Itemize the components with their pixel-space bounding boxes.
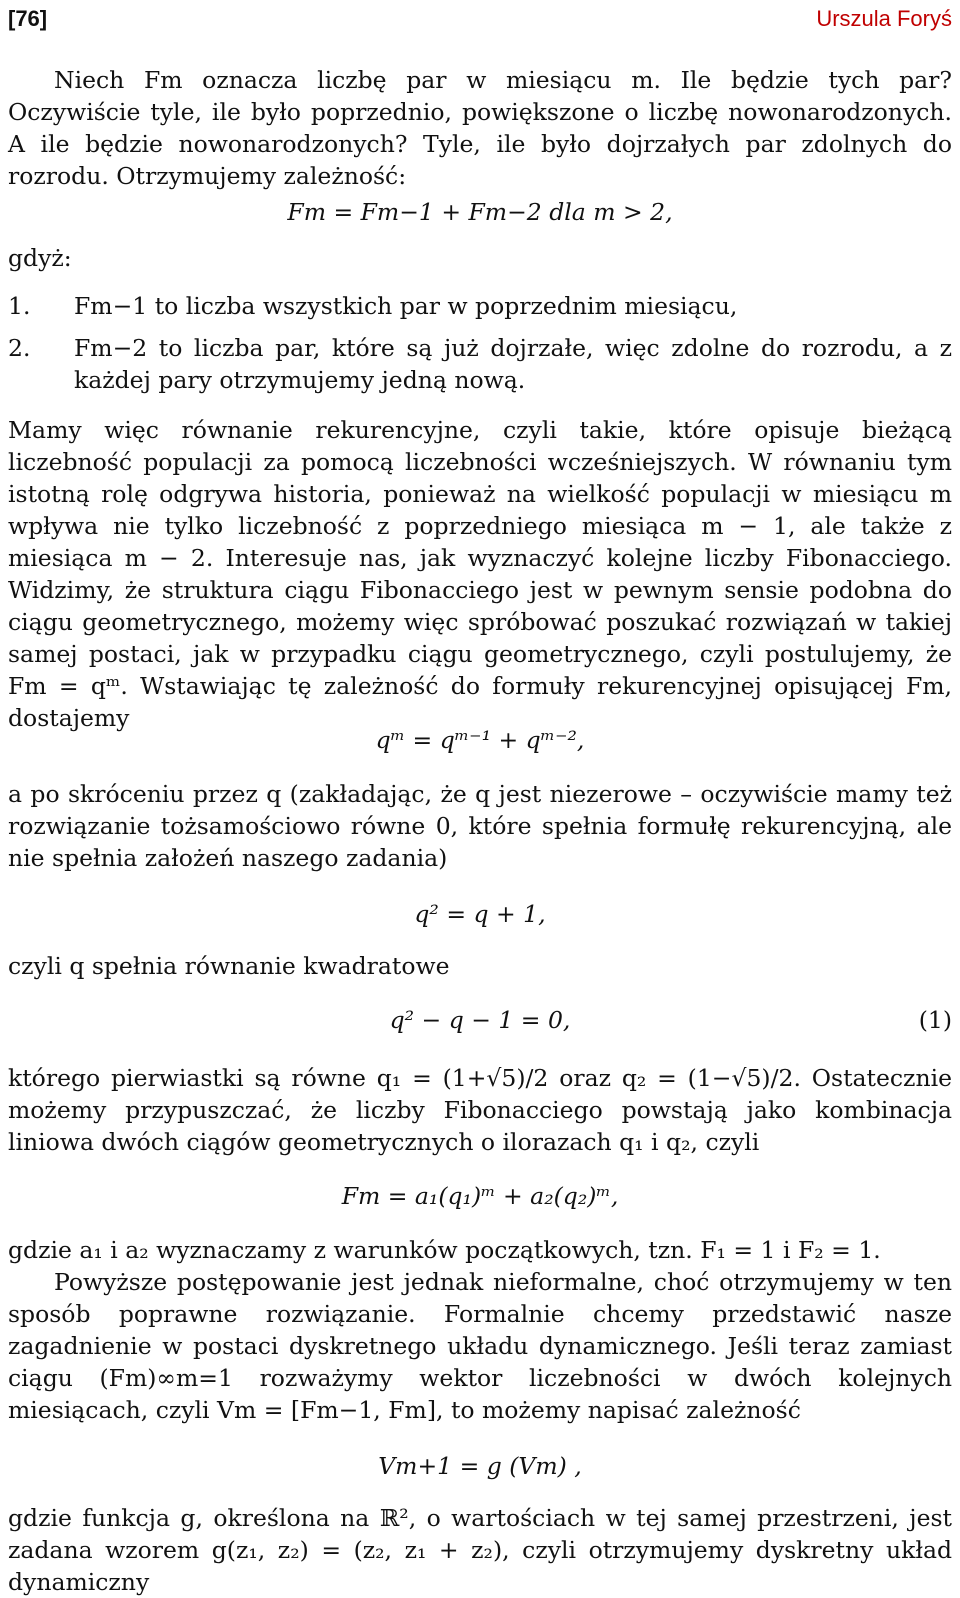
- paragraph-roots: którego pierwiastki są równe q₁ = (1+√5)/2 oraz q₂ = (1−√5)/2. Ostatecznie możemy przypuszczać, że liczby Fibonacciego powstają jako kombinacja liniowa dwóch ciągów geometrycznych o ilorazach q₁ i q₂, czyli: [8, 1064, 952, 1156]
- equation-dynamical: Vm+1 = g (Vm) ,: [378, 1452, 582, 1480]
- paragraph-reduction: a po skróceniu przez q (zakładając, że q jest niezerowe – oczywiście mamy też rozwiązanie tożsamościowo równe 0, które spełnia formułę rekurencyjną, ale nie spełnia założeń naszego zadania): [8, 780, 952, 872]
- page-number: [76]: [8, 6, 48, 31]
- equation-solution: Fm = a₁(q₁)ᵐ + a₂(q₂)ᵐ,: [341, 1182, 619, 1210]
- equation-recurrence: Fm = Fm−1 + Fm−2 dla m > 2,: [287, 198, 673, 226]
- list-item-number: 1.: [8, 292, 31, 320]
- label-gdyz: gdyż:: [8, 244, 72, 272]
- list-item-text: Fm−2 to liczba par, które są już dojrzałe, więc zdolne do rozrodu, a z każdej pary otrzymujemy jedną nową.: [74, 334, 952, 394]
- paragraph-function-g: gdzie funkcja g, określona na ℝ², o wartościach w tej samej przestrzeni, jest zadana wzorem g(z₁, z₂) = (z₂, z₁ + z₂), czyli otrzymujemy dyskretny układ dynamiczny: [8, 1504, 952, 1596]
- equation-quadratic-a: q² = q + 1,: [414, 900, 546, 928]
- list-item: [8, 290, 952, 322]
- list-item: [8, 332, 952, 396]
- equation-quadratic-b: [0, 1004, 960, 1036]
- paragraph-formal: Powyższe postępowanie jest jednak nieformalne, choć otrzymujemy w ten sposób poprawne rozwiązanie. Formalnie chcemy przedstawić nasze zagadnienie w postaci dyskretnego układu dynamicznego. Jeśli teraz zamiast ciągu (Fm)∞m=1 rozważymy wektor liczebności w dwóch kolejnych miesiącach, czyli Vm = [Fm−1, Fm], to możemy napisać zależność: [8, 1268, 952, 1424]
- paragraph-quadratic: czyli q spełnia równanie kwadratowe: [8, 952, 450, 980]
- page-header: [0, 0, 960, 38]
- paragraph-recurrence: Mamy więc równanie rekurencyjne, czyli takie, które opisuje bieżącą liczebność populacji za pomocą liczebności wcześniejszych. W równaniu tym istotną rolę odgrywa historia, ponieważ na wielkość populacji w miesiącu m wpływa nie tylko liczebność z poprzedniego miesiąca m − 1, ale także z miesiąca m − 2. Interesuje nas, jak wyznaczyć kolejne liczby Fibonacciego. Widzimy, że struktura ciągu Fibonacciego jest w pewnym sensie podobna do ciągu geometrycznego, możemy więc spróbować poszukać rozwiązań w takiej samej postaci, jak w przypadku ciągu geometrycznego, czyli postulujemy, że Fm = qᵐ. Wstawiając tę zależność do formuły rekurencyjnej opisującej Fm, dostajemy: [8, 416, 952, 732]
- author-name: Urszula Foryś: [816, 6, 952, 31]
- equation-power: qᵐ = qᵐ⁻¹ + qᵐ⁻²,: [375, 726, 585, 754]
- equation-quadratic-text: q² − q − 1 = 0,: [389, 1006, 571, 1034]
- paragraph-initial-conditions: gdzie a₁ i a₂ wyznaczamy z warunków początkowych, tzn. F₁ = 1 i F₂ = 1.: [8, 1236, 881, 1264]
- paragraph-intro: Niech Fm oznacza liczbę par w miesiącu m. Ile będzie tych par? Oczywiście tyle, ile było poprzednio, powiększone o liczbę nowonarodzonych. A ile będzie nowonarodzonych? Tyle, ile było dojrzałych par zdolnych do rozrodu. Otrzymujemy zależność:: [8, 66, 952, 190]
- list-item-number: 2.: [8, 334, 31, 362]
- equation-number: (1): [918, 1006, 952, 1034]
- list-item-text: Fm−1 to liczba wszystkich par w poprzednim miesiącu,: [74, 292, 738, 320]
